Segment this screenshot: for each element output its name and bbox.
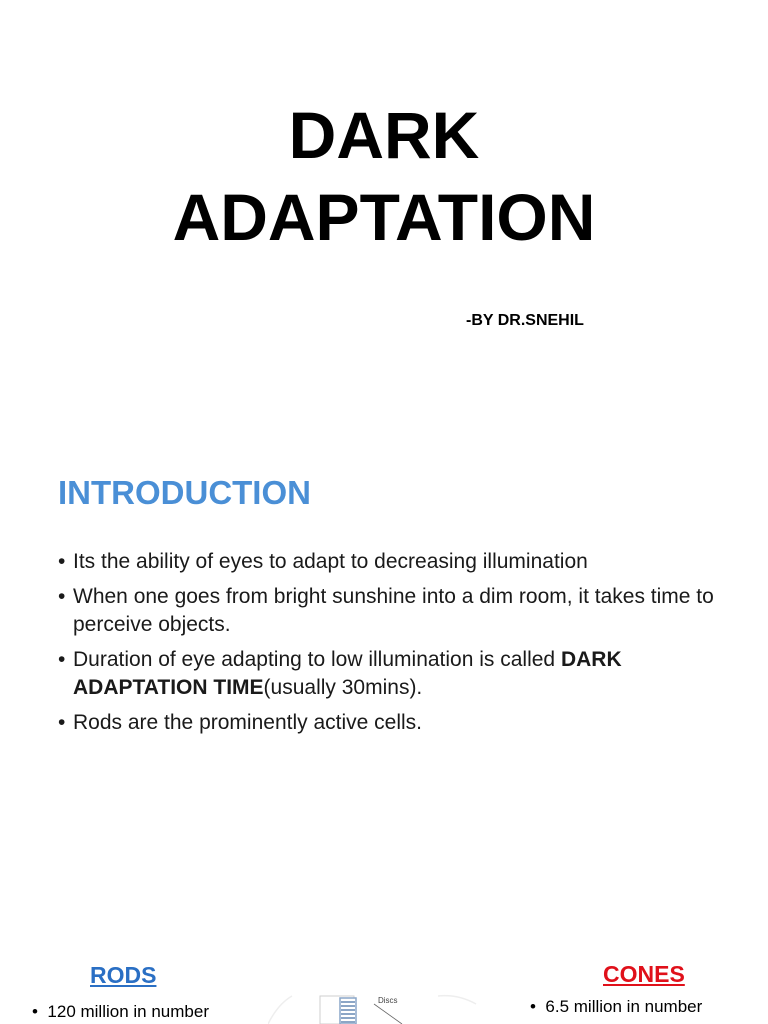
title-line-2: ADAPTATION — [172, 180, 596, 254]
diagram-label-discs: Discs — [378, 996, 398, 1005]
bullet-item: • Its the ability of eyes to adapt to decreasing illumination — [58, 548, 738, 576]
bullet-bold-term: DARK ADAPTATION TIME — [73, 648, 622, 699]
cones-heading: CONES — [603, 961, 685, 987]
bullet-text: Duration of eye adapting to low illumination is called — [73, 648, 561, 671]
rods-heading: RODS — [90, 962, 157, 988]
bullet-item — [58, 646, 738, 702]
rods-bullet-item: • 120 million in number — [32, 1002, 209, 1021]
bullet-item: • When one goes from bright sunshine into a dim room, it takes time to perceive objects. — [58, 583, 738, 639]
bullet-text: (usually 30mins). — [263, 676, 423, 699]
diagram-faint-curve-right — [438, 996, 476, 1004]
cones-bullet-text: 6.5 million in number — [545, 997, 703, 1016]
rods-bullet-text: 120 million in number — [47, 1002, 209, 1021]
author-byline: -BY DR.SNEHIL — [466, 312, 584, 329]
diagram-leader-line — [374, 1004, 402, 1024]
introduction-heading: INTRODUCTION — [58, 474, 311, 511]
page-title — [0, 94, 768, 258]
introduction-bullet-list — [58, 548, 738, 744]
cones-bullet-item: • 6.5 million in number — [530, 997, 703, 1016]
bullet-item: • Rods are the prominently active cells. — [58, 709, 738, 737]
diagram-faint-curve-left — [268, 996, 292, 1024]
photoreceptor-diagram — [268, 990, 498, 1024]
title-line-1: DARK — [288, 98, 480, 172]
